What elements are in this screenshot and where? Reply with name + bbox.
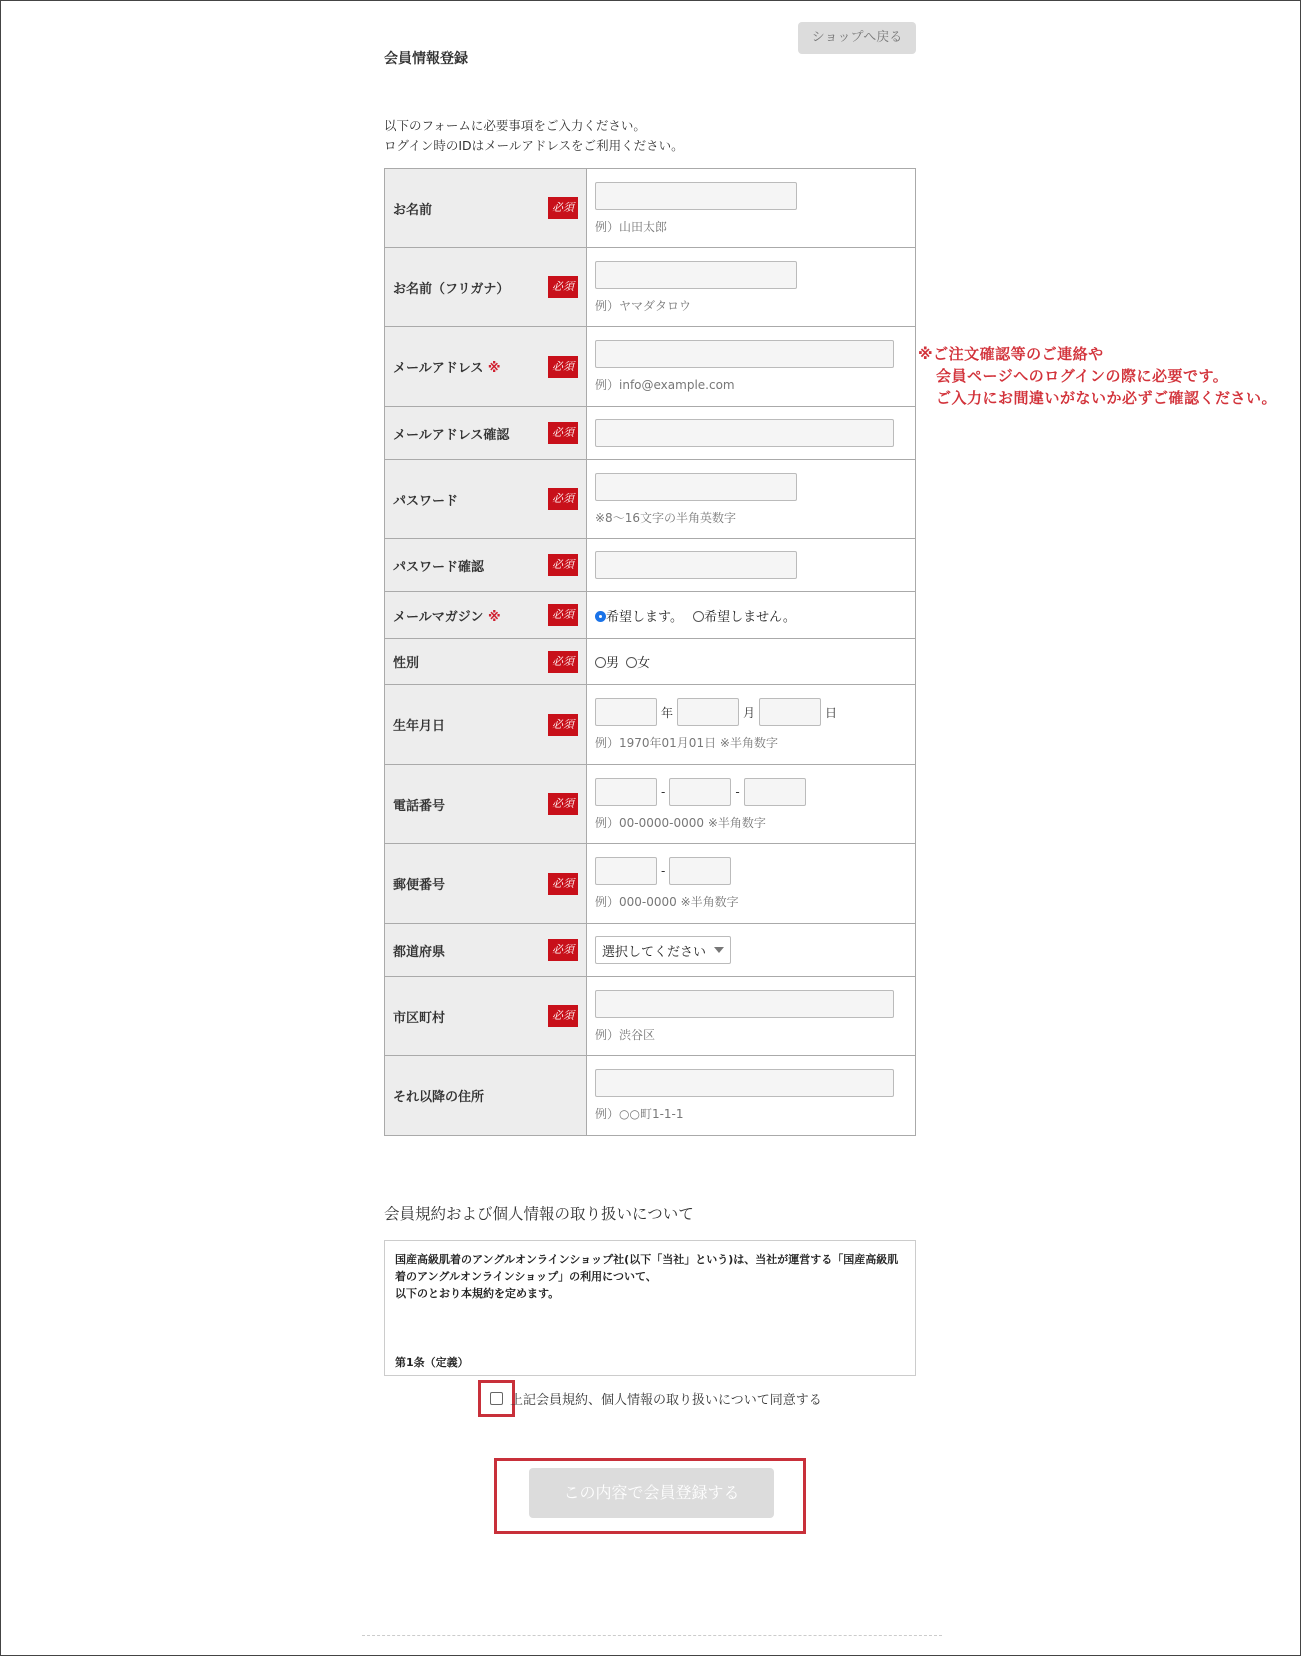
name-label: お名前 xyxy=(393,202,433,218)
required-badge: 必須 xyxy=(548,1005,578,1027)
address-label: それ以降の住所 xyxy=(393,1090,485,1105)
intro-line-2: ログイン時のIDはメールアドレスをご利用ください。 xyxy=(384,138,684,153)
row-birthday xyxy=(385,685,916,765)
required-badge: 必須 xyxy=(548,197,578,219)
prefecture-select[interactable] xyxy=(595,936,731,964)
row-city xyxy=(385,977,916,1056)
row-name xyxy=(385,169,916,248)
row-email xyxy=(385,327,916,407)
address-hint: 例）○○町1-1-1 xyxy=(595,1107,684,1121)
terms-body-2: 以下のとおり本規約を定めます。 xyxy=(395,1287,560,1300)
phone-part2-input[interactable] xyxy=(669,778,731,806)
birth-year-input[interactable] xyxy=(595,698,657,726)
magazine-no-radio[interactable] xyxy=(693,611,704,622)
phone-sep: - xyxy=(661,784,666,799)
phone-sep: - xyxy=(735,784,740,799)
row-email-confirm xyxy=(385,407,916,460)
row-password xyxy=(385,460,916,539)
required-badge: 必須 xyxy=(548,276,578,298)
required-badge: 必須 xyxy=(548,873,578,895)
gender-label: 性別 xyxy=(393,656,420,671)
gender-female-radio[interactable] xyxy=(626,657,637,668)
magazine-yes-radio[interactable] xyxy=(595,611,606,622)
kome-mark: ※ xyxy=(487,609,501,625)
row-phone xyxy=(385,765,916,844)
gender-female-label: 女 xyxy=(637,656,651,671)
required-badge: 必須 xyxy=(548,488,578,510)
terms-body: 国産高級肌着のアングルオンラインショップ社(以下「当社」という)は、当社が運営する「国産高級肌着のアングルオンラインショップ」の利用について、 xyxy=(395,1253,899,1283)
month-unit: 月 xyxy=(743,705,756,720)
kana-hint: 例）ヤマダタロウ xyxy=(595,298,692,313)
kana-label: お名前（フリガナ） xyxy=(393,281,510,297)
kome-mark: ※ xyxy=(487,361,501,376)
email-confirm-input[interactable] xyxy=(595,419,894,447)
gender-male-radio[interactable] xyxy=(595,657,606,668)
zip-part1-input[interactable] xyxy=(595,857,657,885)
birthday-label: 生年月日 xyxy=(393,719,446,734)
birthday-hint: 例）1970年01月01日 ※半角数字 xyxy=(595,736,778,750)
password-label: パスワード xyxy=(393,493,459,509)
phone-part3-input[interactable] xyxy=(744,778,806,806)
year-unit: 年 xyxy=(661,705,674,720)
prefecture-label: 都道府県 xyxy=(393,944,446,960)
intro-line-1: 以下のフォームに必要事項をご入力ください。 xyxy=(384,118,646,133)
name-hint: 例）山田太郎 xyxy=(595,219,668,234)
row-prefecture xyxy=(385,924,916,977)
birth-day-input[interactable] xyxy=(759,698,821,726)
magazine-label: メールマガジン xyxy=(393,609,484,625)
footer-divider xyxy=(362,1635,942,1636)
address-input[interactable] xyxy=(595,1069,894,1097)
required-badge: 必須 xyxy=(548,793,578,815)
phone-hint: 例）00-0000-0000 ※半角数字 xyxy=(595,815,766,830)
magazine-yes-label: 希望します。 xyxy=(606,609,683,625)
required-badge: 必須 xyxy=(548,651,578,673)
password-hint: ※8〜16文字の半角英数字 xyxy=(595,510,736,525)
row-gender xyxy=(385,639,916,685)
terms-scrollbox[interactable] xyxy=(384,1240,916,1376)
prefecture-selected: 選択してください xyxy=(602,944,707,960)
required-badge: 必須 xyxy=(548,356,578,378)
email-label: メールアドレス xyxy=(393,361,484,376)
birth-month-input[interactable] xyxy=(677,698,739,726)
required-badge: 必須 xyxy=(548,714,578,736)
city-hint: 例）渋谷区 xyxy=(595,1027,656,1042)
phone-label: 電話番号 xyxy=(393,798,446,814)
gender-male-label: 男 xyxy=(606,656,620,671)
intro-text xyxy=(384,116,684,156)
required-badge: 必須 xyxy=(548,604,578,626)
magazine-no-label: 希望しません。 xyxy=(704,609,796,625)
password-confirm-label: パスワード確認 xyxy=(393,559,485,575)
name-input[interactable] xyxy=(595,182,797,210)
row-magazine xyxy=(385,592,916,639)
register-submit-button[interactable]: この内容で会員登録する xyxy=(529,1468,774,1518)
kana-input[interactable] xyxy=(595,261,797,289)
row-zip xyxy=(385,844,916,924)
phone-part1-input[interactable] xyxy=(595,778,657,806)
terms-title: 会員規約および個人情報の取り扱いについて xyxy=(384,1205,694,1223)
chevron-down-icon xyxy=(714,947,724,953)
back-to-shop-button[interactable]: ショップへ戻る xyxy=(798,22,916,54)
row-kana xyxy=(385,248,916,327)
city-input[interactable] xyxy=(595,990,894,1018)
row-password-confirm xyxy=(385,539,916,592)
agree-checkbox[interactable] xyxy=(490,1392,503,1405)
zip-label: 郵便番号 xyxy=(393,878,446,893)
member-form-table xyxy=(384,168,916,1136)
required-badge: 必須 xyxy=(548,422,578,444)
agree-label: 上記会員規約、個人情報の取り扱いについて同意する xyxy=(510,1393,822,1408)
day-unit: 日 xyxy=(825,705,838,720)
zip-sep: - xyxy=(661,864,666,878)
city-label: 市区町村 xyxy=(393,1010,446,1026)
password-input[interactable] xyxy=(595,473,797,501)
email-confirm-label: メールアドレス確認 xyxy=(393,427,510,443)
email-note-line-3: ご入力にお間違いがないか必ずご確認ください。 xyxy=(936,389,1278,407)
password-confirm-input[interactable] xyxy=(595,551,797,579)
row-address xyxy=(385,1056,916,1136)
email-input[interactable] xyxy=(595,340,894,368)
email-hint: 例）info@example.com xyxy=(595,378,735,392)
required-badge: 必須 xyxy=(548,939,578,961)
email-note xyxy=(918,343,1277,409)
email-note-line-1: ※ご注文確認等のご連絡や xyxy=(918,345,1104,363)
terms-chapter: 第1条（定義） xyxy=(395,1356,469,1369)
zip-hint: 例）000-0000 ※半角数字 xyxy=(595,895,739,909)
page-title: 会員情報登録 xyxy=(384,51,468,67)
email-note-line-2: 会員ページへのログインの際に必要です。 xyxy=(936,367,1229,385)
zip-part2-input[interactable] xyxy=(669,857,731,885)
required-badge: 必須 xyxy=(548,554,578,576)
